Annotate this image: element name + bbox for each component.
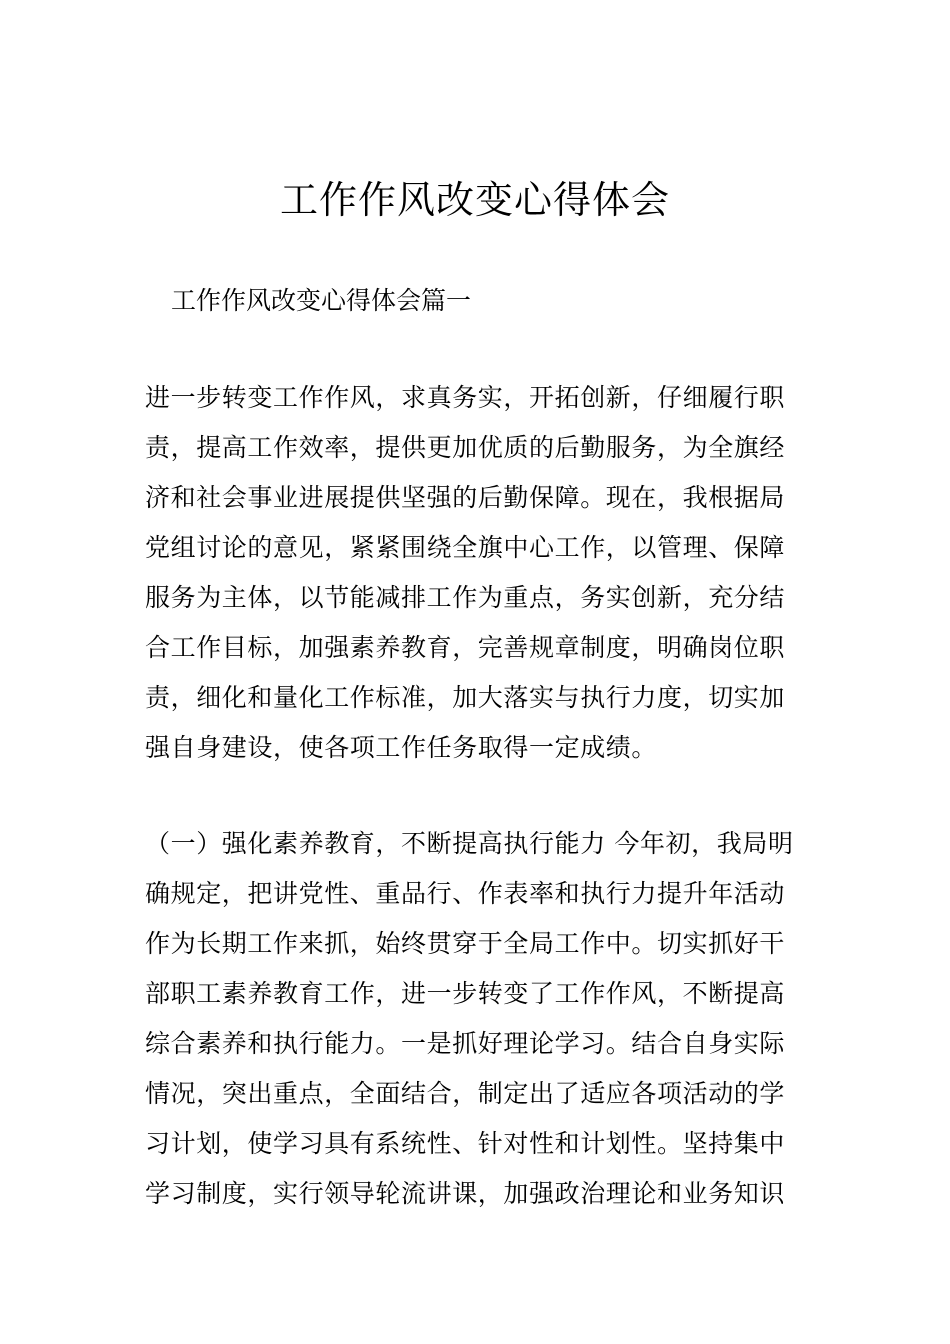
paragraph-line: 部职工素养教育工作，进一步转变了工作作风，不断提高 <box>145 979 786 1008</box>
paragraph-line: 进一步转变工作作风，求真务实，开拓创新，仔细履行职 <box>145 383 786 412</box>
paragraph-line: 济和社会事业进展提供坚强的后勤保障。现在，我根据局 <box>145 483 786 512</box>
document-title: 工作作风改变心得体会 <box>279 178 670 222</box>
paragraph-line: 合工作目标，加强素养教育，完善规章制度，明确岗位职 <box>145 633 786 662</box>
paragraph-line: 责，细化和量化工作标准，加大落实与执行力度，切实加 <box>145 683 786 712</box>
paragraph-section-one <box>145 819 815 1219</box>
paragraph-line: 习计划，使学习具有系统性、针对性和计划性。坚持集中 <box>145 1129 786 1158</box>
paragraph-line: 情况，突出重点，全面结合，制定出了适应各项活动的学 <box>145 1079 786 1108</box>
section-heading: 工作作风改变心得体会篇一 <box>171 286 472 315</box>
paragraph-line: （一）强化素养教育，不断提高执行能力 今年初，我局明 <box>145 829 794 858</box>
paragraph-intro <box>145 373 815 773</box>
paragraph-line: 服务为主体，以节能减排工作为重点，务实创新，充分结 <box>145 583 786 612</box>
paragraph-line: 学习制度，实行领导轮流讲课，加强政治理论和业务知识 <box>145 1179 786 1208</box>
paragraph-line: 责，提高工作效率，提供更加优质的后勤服务，为全旗经 <box>145 433 786 462</box>
paragraph-line: 综合素养和执行能力。一是抓好理论学习。结合自身实际 <box>145 1029 786 1058</box>
paragraph-line: 强自身建设，使各项工作任务取得一定成绩。 <box>145 733 658 762</box>
paragraph-line: 党组讨论的意见，紧紧围绕全旗中心工作，以管理、保障 <box>145 533 786 562</box>
paragraph-line: 确规定，把讲党性、重品行、作表率和执行力提升年活动 <box>145 879 786 908</box>
paragraph-line: 作为长期工作来抓，始终贯穿于全局工作中。切实抓好干 <box>145 929 786 958</box>
